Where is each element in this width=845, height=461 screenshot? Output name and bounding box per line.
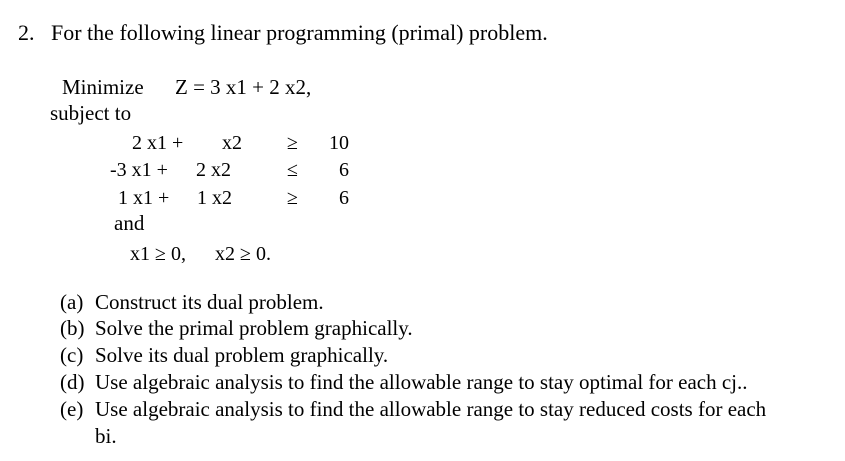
constraint-3-lhs-b: 1 x2 — [197, 187, 232, 209]
constraint-1-rhs: 10 — [329, 132, 349, 154]
constraint-2-operator: ≤ — [287, 159, 298, 181]
constraint-1-operator: ≥ — [287, 132, 298, 154]
constraint-2-lhs-b: 2 x2 — [196, 159, 231, 181]
constraint-1-lhs-b: x2 — [222, 132, 242, 154]
question-c-label: (c) — [60, 343, 84, 367]
constraint-3-rhs: 6 — [339, 187, 349, 209]
constraint-3-operator: ≥ — [287, 187, 298, 209]
question-d-label: (d) — [60, 370, 85, 394]
constraint-2-lhs-a: -3 x1 + — [110, 159, 168, 181]
question-b-label: (b) — [60, 316, 85, 340]
constraint-3-lhs-a: 1 x1 + — [118, 187, 170, 209]
constraint-2-rhs: 6 — [339, 159, 349, 181]
question-d-text: Use algebraic analysis to find the allowable range to stay optimal for each cj.. — [95, 370, 748, 394]
question-c-text: Solve its dual problem graphically. — [95, 343, 389, 367]
objective-expression: Z = 3 x1 + 2 x2, — [175, 75, 312, 99]
question-a-text: Construct its dual problem. — [95, 290, 324, 314]
nonneg-x2: x2 ≥ 0. — [215, 243, 271, 265]
problem-title: For the following linear programming (primal) problem. — [51, 20, 548, 45]
question-a-label: (a) — [60, 290, 84, 314]
question-e-text: Use algebraic analysis to find the allowable range to stay reduced costs for each — [95, 397, 767, 421]
and-label: and — [114, 211, 145, 235]
subject-to-label: subject to — [50, 101, 132, 125]
problem-number: 2. — [18, 20, 35, 45]
objective-label: Minimize — [62, 75, 144, 99]
nonneg-x1: x1 ≥ 0, — [130, 243, 186, 265]
question-e-label: (e) — [60, 397, 84, 421]
question-e-continuation: bi. — [95, 424, 117, 448]
question-b-text: Solve the primal problem graphically. — [95, 316, 413, 340]
constraint-1-lhs-a: 2 x1 + — [132, 132, 184, 154]
